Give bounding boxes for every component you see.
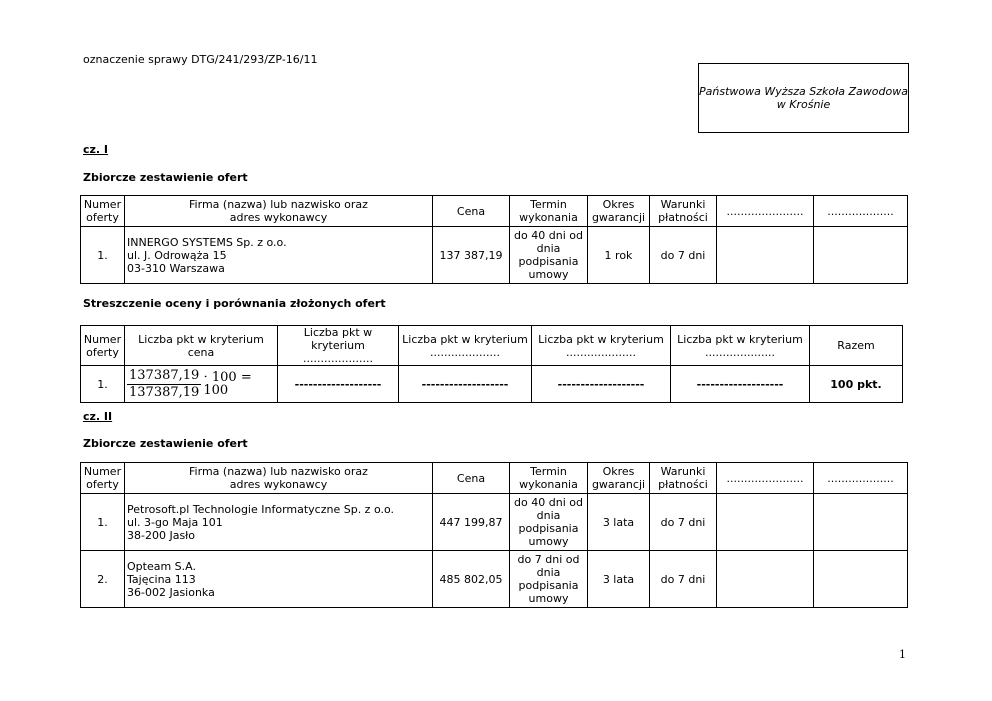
row-extra1 — [717, 227, 814, 284]
eval-header-number: Numer oferty — [81, 326, 125, 366]
header-price: Cena — [433, 196, 510, 227]
eval-header-price: Liczba pkt w kryterium cena — [125, 326, 278, 366]
part2-label: cz. II — [83, 410, 113, 423]
row-term: do 40 dni od dnia podpisania umowy — [510, 494, 588, 551]
header-extra2: ................... — [814, 463, 908, 494]
page-number: 1 — [899, 648, 906, 661]
table-header-row — [81, 463, 908, 494]
row-payment: do 7 dni — [650, 494, 717, 551]
row-extra2 — [814, 494, 908, 551]
part1-offers-table — [80, 195, 908, 284]
table-row — [81, 494, 908, 551]
eval-row-total: 100 pkt. — [810, 366, 903, 403]
row-warranty: 3 lata — [588, 494, 650, 551]
eval-header-total: Razem — [810, 326, 903, 366]
header-number: Numer oferty — [81, 196, 125, 227]
eval-row-crit5: ------------------- — [671, 366, 810, 403]
table-row — [81, 551, 908, 608]
eval-row-crit4: ------------------- — [532, 366, 671, 403]
part2-offers-table — [80, 462, 908, 608]
table-row — [81, 366, 903, 403]
evaluation-title: Streszczenie oceny i porównania złożonych ofert — [83, 297, 386, 310]
recipient-box — [698, 63, 909, 133]
eval-row-crit3: ------------------- — [399, 366, 532, 403]
row-term: do 40 dni od dnia podpisania umowy — [510, 227, 588, 284]
eval-row-crit2: ------------------- — [278, 366, 399, 403]
row-firm: Opteam S.A. Tajęcina 113 36-002 Jasionka — [125, 551, 433, 608]
formula-numerator: 137387,19 — [129, 367, 200, 383]
eval-row-formula — [125, 366, 278, 403]
case-reference: oznaczenie sprawy DTG/241/293/ZP-16/11 — [83, 53, 318, 66]
header-firm: Firma (nazwa) lub nazwisko oraz adres wykonawcy — [125, 463, 433, 494]
header-extra1: ...................... — [717, 463, 814, 494]
row-extra2 — [814, 551, 908, 608]
header-payment: Warunki płatności — [650, 196, 717, 227]
row-payment: do 7 dni — [650, 227, 717, 284]
row-firm: Petrosoft.pl Technologie Informatyczne Sp. z o.o. ul. 3-go Maja 101 38-200 Jasło — [125, 494, 433, 551]
recipient-line2: w Krośnie — [776, 98, 831, 111]
header-extra2: ................... — [814, 196, 908, 227]
row-firm: INNERGO SYSTEMS Sp. z o.o. ul. J. Odrowąża 15 03-310 Warszawa — [125, 227, 433, 284]
row-number: 1. — [81, 494, 125, 551]
header-term: Termin wykonania — [510, 196, 588, 227]
eval-header-crit4: Liczba pkt w kryterium .................... — [532, 326, 671, 366]
header-number: Numer oferty — [81, 463, 125, 494]
eval-header-crit2: Liczba pkt w kryterium .................... — [278, 326, 399, 366]
price-formula — [127, 368, 275, 401]
recipient-line1: Państwowa Wyższa Szkoła Zawodowa — [699, 85, 908, 98]
table-header-row — [81, 196, 908, 227]
row-price: 137 387,19 — [433, 227, 510, 284]
row-extra2 — [814, 227, 908, 284]
row-payment: do 7 dni — [650, 551, 717, 608]
eval-header-crit5: Liczba pkt w kryterium .................... — [671, 326, 810, 366]
header-firm: Firma (nazwa) lub nazwisko oraz adres wykonawcy — [125, 196, 433, 227]
formula-tail: ⋅ 100 = 100 — [203, 370, 252, 398]
row-extra1 — [717, 494, 814, 551]
row-warranty: 1 rok — [588, 227, 650, 284]
header-warranty: Okres gwarancji — [588, 196, 650, 227]
row-extra1 — [717, 551, 814, 608]
table-row — [81, 227, 908, 284]
header-payment: Warunki płatności — [650, 463, 717, 494]
formula-denominator: 137387,19 — [129, 384, 200, 400]
evaluation-table — [80, 325, 903, 403]
row-warranty: 3 lata — [588, 551, 650, 608]
header-price: Cena — [433, 463, 510, 494]
row-number: 2. — [81, 551, 125, 608]
row-term: do 7 dni od dnia podpisania umowy — [510, 551, 588, 608]
row-price: 447 199,87 — [433, 494, 510, 551]
eval-header-crit3: Liczba pkt w kryterium .................... — [399, 326, 532, 366]
eval-row-number: 1. — [81, 366, 125, 403]
part2-offers-title: Zbiorcze zestawienie ofert — [83, 437, 248, 450]
row-price: 485 802,05 — [433, 551, 510, 608]
header-warranty: Okres gwarancji — [588, 463, 650, 494]
header-term: Termin wykonania — [510, 463, 588, 494]
row-number: 1. — [81, 227, 125, 284]
part1-offers-title: Zbiorcze zestawienie ofert — [83, 171, 248, 184]
eval-header-row — [81, 326, 903, 366]
part1-label: cz. I — [83, 143, 109, 156]
header-extra1: ...................... — [717, 196, 814, 227]
